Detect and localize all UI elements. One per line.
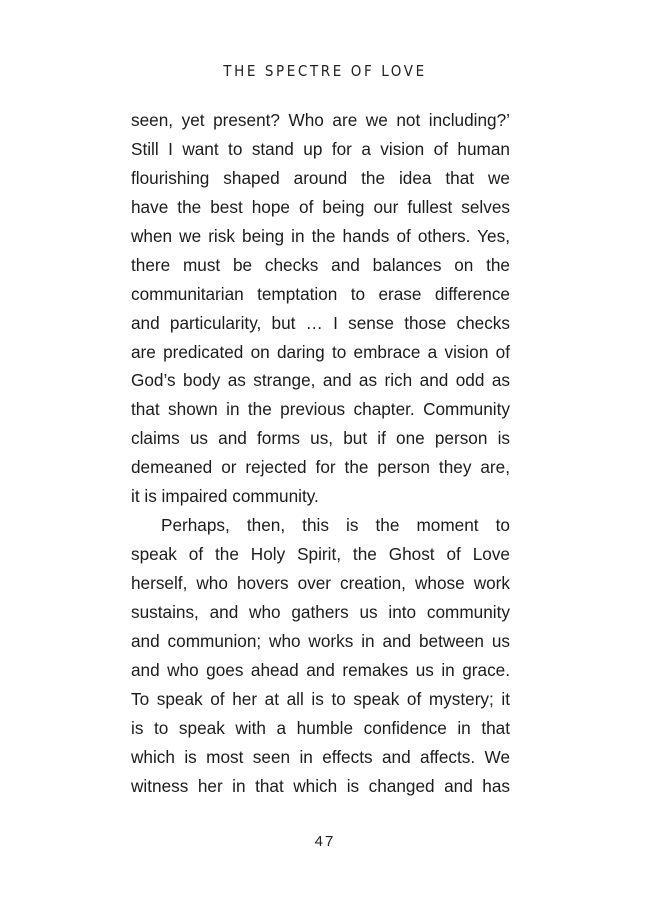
- text-line: God’s body as strange, and as rich and odd as: [131, 370, 510, 391]
- text-line: flourishing shaped around the idea that we: [131, 167, 510, 188]
- text-line: and who goes ahead and remakes us in grace.: [131, 659, 510, 680]
- text-line: seen, yet present? Who are we not including?’: [131, 110, 510, 130]
- text-line: Perhaps, then, this is the moment to: [161, 515, 510, 536]
- text-line: when we risk being in the hands of others. Yes,: [131, 225, 510, 246]
- text-line: it is impaired community.: [131, 486, 319, 507]
- text-line: witness her in that which is changed and has: [131, 775, 510, 796]
- text-line: speak of the Holy Spirit, the Ghost of Love: [131, 544, 510, 565]
- text-line: there must be checks and balances on the: [131, 254, 510, 275]
- text-line: and communion; who works in and between us: [131, 630, 510, 651]
- text-line: sustains, and who gathers us into community: [131, 601, 510, 622]
- text-line: herself, who hovers over creation, whose work: [131, 573, 510, 593]
- paragraph: [131, 511, 510, 800]
- text-line: Still I want to stand up for a vision of human: [131, 138, 510, 159]
- paragraph: [131, 106, 510, 511]
- text-line: claims us and forms us, but if one person is: [131, 428, 510, 449]
- text-line: To speak of her at all is to speak of mystery; it: [131, 688, 510, 709]
- text-line: demeaned or rejected for the person they are,: [131, 457, 510, 478]
- text-line: are predicated on daring to embrace a vision of: [131, 341, 510, 362]
- body-text: [131, 106, 510, 801]
- text-line: and particularity, but … I sense those checks: [131, 312, 510, 333]
- text-line: that shown in the previous chapter. Community: [131, 399, 510, 420]
- running-head: THE SPECTRE OF LOVE: [223, 62, 427, 80]
- text-line: have the best hope of being our fullest selves: [131, 196, 510, 217]
- text-line: which is most seen in effects and affects. We: [131, 746, 510, 767]
- page-number: 47: [314, 833, 336, 850]
- text-line: is to speak with a humble confidence in that: [131, 717, 510, 738]
- text-line: communitarian temptation to erase difference: [131, 283, 510, 304]
